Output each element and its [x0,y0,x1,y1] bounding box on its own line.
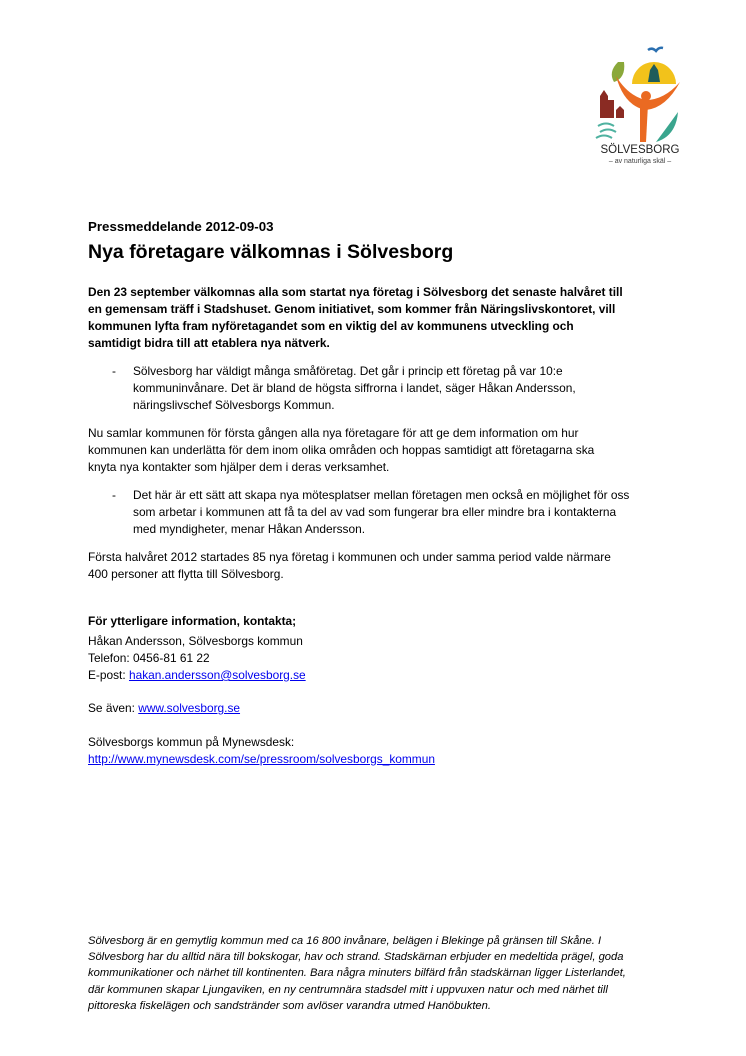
lead-line: Den 23 september välkomnas alla som startat nya företag i Sölvesborg det senaste halvåret till [88,285,623,299]
quote-line: Det här är ett sätt att skapa nya mötesplatser mellan företagen men också en möjlighet för oss [133,488,630,502]
website-link[interactable]: www.solvesborg.se [138,701,241,715]
footer-line: pittoreska fiskelägen och sandstränder som avlöser varandra utmed Hanöbukten. [88,999,491,1012]
see-also-label: Se även: [88,701,139,715]
contact-section [88,613,435,768]
lead-line: en gemensam träff i Stadshuset. Genom initiativet, som kommer från Näringslivskontoret, vill [88,302,616,316]
contact-name: Håkan Andersson, Sölvesborgs kommun [88,634,303,648]
quote-line: med myndigheter, menar Håkan Andersson. [133,522,365,536]
quote-1 [0,363,746,414]
quote-line: som arbetar i kommunen att få ta del av vad som fungerar bra eller mindre bra i kontakterna [133,505,617,519]
paragraph-line: Första halvåret 2012 startades 85 nya företag i kommunen och under samma period valde närmare [88,550,611,564]
logo [590,44,690,169]
paragraph-2 [88,425,594,476]
footer-line: där kommunen skapar Ljungaviken, en ny centrumnära stadsdel mitt i uppvuxen natur och med närhet till [88,983,608,996]
paragraph-line: kommunen kan underlätta för dem inom olika områden och hoppas samtidigt att företagarna ska [88,443,595,457]
quote-line: näringslivschef Sölvesborgs Kommun. [133,398,335,412]
logo-wordmark: SÖLVESBORG [600,144,680,156]
footer-line: Sölvesborg är en gemytlig kommun med ca 16 800 invånare, belägen i Blekinge på gränsen till Skåne. I [88,935,602,947]
footer-line: kommunikationer och närhet till kontinenten. Bara några minuters bilfärd från stadskärnan ligger Listerlandet, [88,967,626,980]
contact-heading: För ytterligare information, kontakta; [88,614,297,628]
footer-about [88,933,626,1014]
quote-line: Sölvesborg har väldigt många småföretag. Det går i princip ett företag på var 10:e [133,364,563,378]
contact-phone: Telefon: 0456-81 61 22 [88,651,210,665]
lead-paragraph [88,284,623,352]
mynewsdesk-label: Sölvesborgs kommun på Mynewsdesk: [88,735,295,749]
email-link[interactable]: hakan.andersson@solvesborg.se [128,668,306,682]
logo-tagline: – av naturliga skäl – [608,158,672,165]
lead-line: samtidigt bidra till att etablera nya nätverk. [88,336,330,350]
footer-line: Sölvesborg har du alltid nära till bokskogar, hav och strand. Stadskärnan erbjuder en medeltida prägel, goda [88,951,624,964]
press-release-date: Pressmeddelande 2012-09-03 [88,219,274,234]
paragraph-line: knyta nya kontakter som hjälper dem i deras verksamhet. [88,460,390,474]
paragraph-line: Nu samlar kommunen för första gången alla nya företagare för att ge dem information om hur [88,426,579,440]
logo-emblem-icon [590,44,690,144]
bullet-dash: - [112,364,116,378]
page-title: Nya företagare välkomnas i Sölvesborg [88,241,454,263]
paragraph-3 [88,549,611,583]
lead-line: kommunen lyfta fram nyföretagandet som en viktig del av kommunens utveckling och [88,319,574,333]
bullet-dash: - [112,488,116,502]
quote-line: kommuninvånare. Det är bland de högsta siffrorna i landet, säger Håkan Andersson, [133,381,576,395]
email-label: E-post: [88,668,129,682]
paragraph-line: 400 personer att flytta till Sölvesborg. [88,567,284,581]
quote-2 [0,487,746,538]
mynewsdesk-link[interactable]: http://www.mynewsdesk.com/se/pressroom/solvesborgs_kommun [88,752,435,766]
